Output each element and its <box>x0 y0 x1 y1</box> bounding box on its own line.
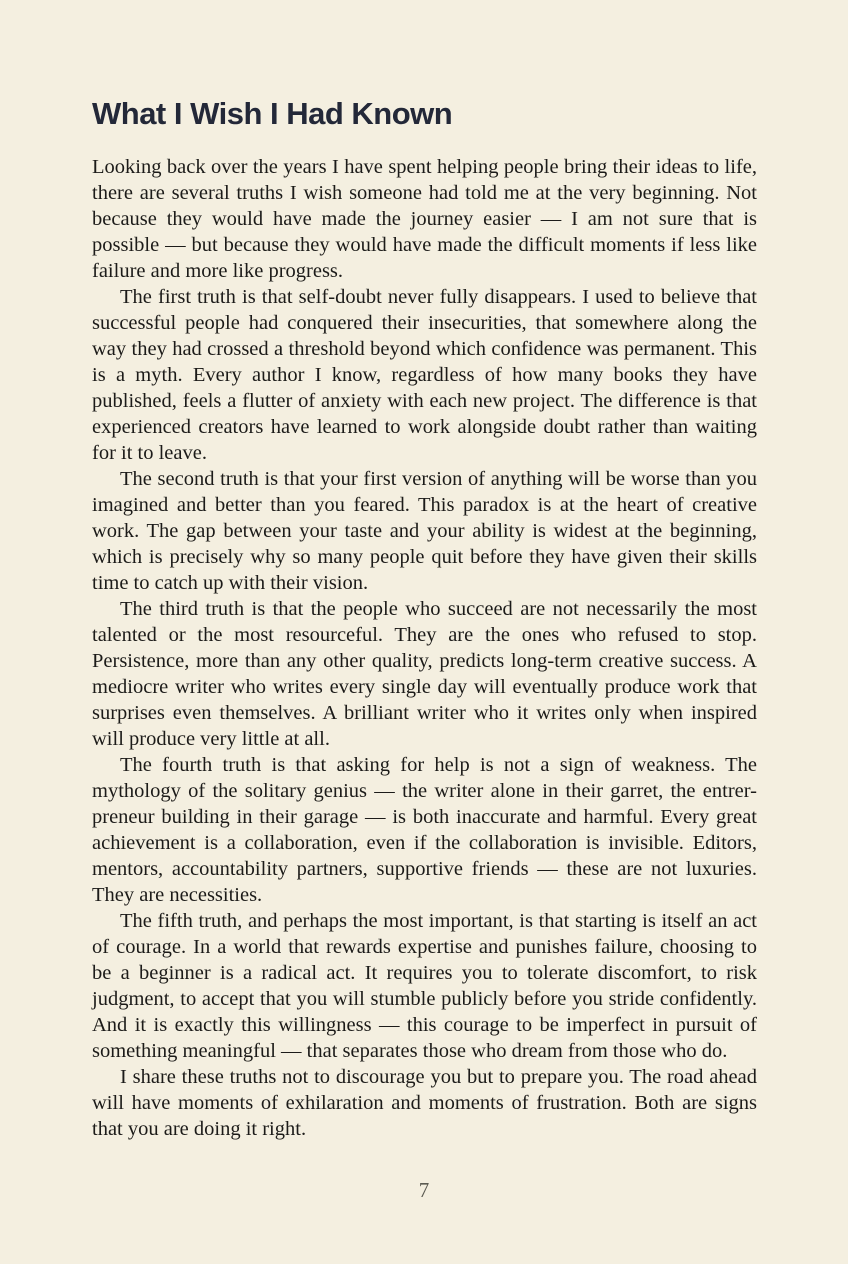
body-text <box>92 154 757 1142</box>
page-title: What I Wish I Had Known <box>92 96 453 131</box>
paragraph: Looking back over the years I have spent helping people bring their ideas to life, there are several truths I wish someone had told me at the very beginning. Not because they would have made the journey easier — I am not sure that is possible — but because they would have made the difficult moments if less like failure and more like progress. <box>92 156 757 282</box>
paragraph: The first truth is that self-doubt never fully disappears. I used to believe that successful people had conquered their insecurities, that somewhere along the way they had crossed a threshold beyond which confidence was permanent. This is a myth. Every author I know, regardless of how many books they have published, feels a flutter of anxiety with each new project. The difference is that experienced creators have learned to work alongside doubt rather than waiting for it to leave. <box>92 286 757 464</box>
paragraph: The fifth truth, and perhaps the most important, is that starting is itself an act of courage. In a world that rewards expertise and punishes failure, choosing to be a beginner is a radical act. It requires you to tolerate discomfort, to risk judgment, to accept that you will stumble publicly before you stride confidently. And it is exactly this willingness — this courage to be imperfect in pursuit of something meaningful — that separates those who dream from those who do. <box>92 910 757 1062</box>
page-number: 7 <box>418 1178 430 1202</box>
paragraph: The second truth is that your first version of anything will be worse than you imagined and better than you feared. This paradox is at the heart of creative work. The gap between your taste and your ability is widest at the beginning, which is precisely why so many people quit before they have given their skills time to catch up with their vision. <box>92 468 757 594</box>
paragraph: The fourth truth is that asking for help is not a sign of weakness. The mythology of the solitary genius — the writer alone in their garret, the entrer-preneur building in their garage — is both inaccurate and harmful. Every great achievement is a collaboration, even if the collaboration is invisible. Editors, mentors, accountability partners, supportive friends — these are not luxuries. They are necessities. <box>92 754 757 906</box>
paragraph: I share these truths not to discourage you but to prepare you. The road ahead will have moments of exhilaration and moments of frustration. Both are signs that you are doing it right. <box>92 1066 757 1140</box>
paragraph: The third truth is that the people who succeed are not necessarily the most talented or the most resourceful. They are the ones who refused to stop. Persistence, more than any other quality, predicts long-term creative success. A mediocre writer who writes every single day will eventually produce work that surprises even themselves. A brilliant writer who it writes only when inspired will produce very little at all. <box>92 598 757 750</box>
